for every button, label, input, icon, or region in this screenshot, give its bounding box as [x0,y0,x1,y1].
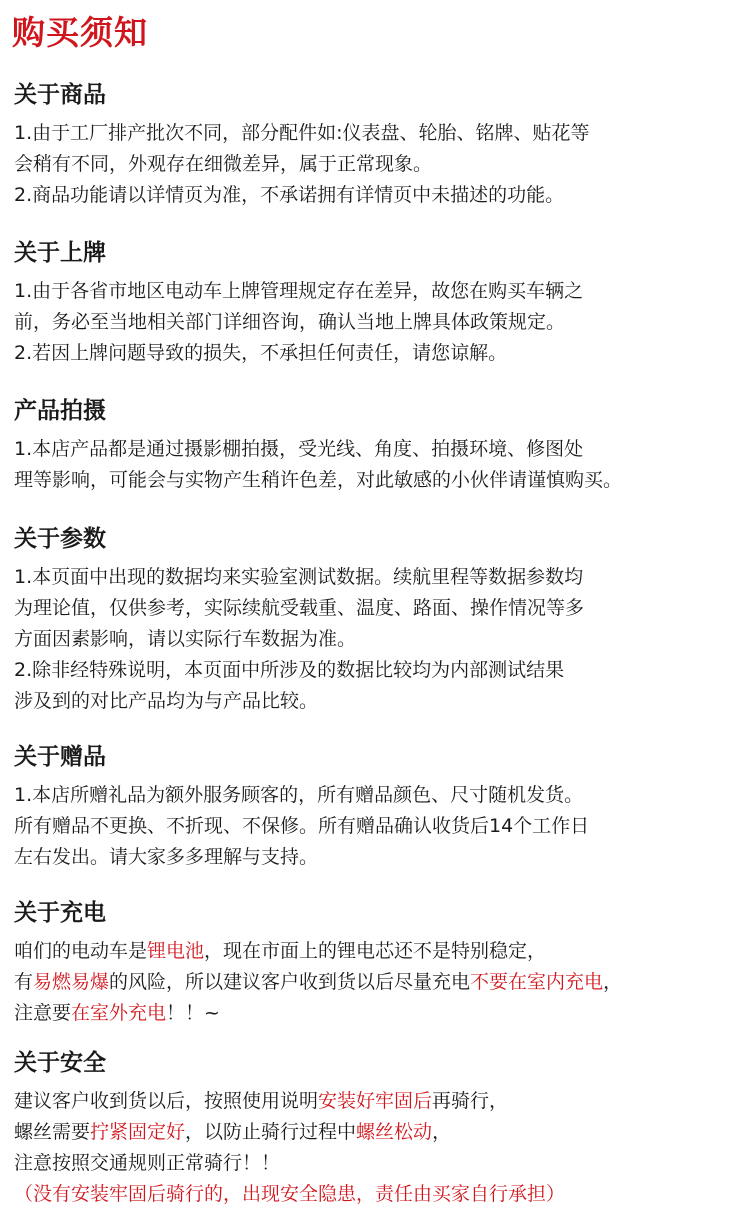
text-line [14,1179,744,1210]
text-line: 1.由于各省市地区电动车上牌管理规定存在差异，故您在购买车辆之 [14,280,584,302]
text-line: 左右发出。请大家多多理解与支持。 [14,846,319,868]
warning-text: 螺丝松动 [356,1121,433,1143]
section-safety [14,1046,744,1210]
section-heading: 产品拍摄 [14,398,106,424]
text-line: 建议客户收到货以后，按照使用说明安装好牢固后再骑行， [14,1090,509,1112]
text-line: 所有赠品不更换、不折现、不保修。所有赠品确认收货后14个工作日 [14,815,590,837]
warning-text: 安装好牢固后 [318,1090,433,1112]
text-line: 涉及到的对比产品均为与产品比较。 [14,690,319,712]
text-line: 理等影响，可能会与实物产生稍许色差，对此敏感的小伙伴请谨慎购买。 [14,469,623,491]
text-line: 有易燃易爆的风险，所以建议客户收到货以后尽量充电不要在室内充电， [14,971,623,993]
text-line: 注意按照交通规则正常骑行！！ [14,1152,281,1174]
text-line: 1.本页面中出现的数据均来实验室测试数据。续航里程等数据参数均 [14,566,584,588]
text-line: 会稍有不同，外观存在细微差异，属于正常现象。 [14,153,433,175]
text-line: 注意要在室外充电！！~ [14,1002,220,1024]
section-charging [14,896,744,1029]
section-heading: 关于商品 [14,82,106,108]
warning-text: 拧紧固定好 [90,1121,186,1143]
section-heading: 关于安全 [14,1050,106,1076]
section-license [14,236,744,369]
page-title: 购买须知 [12,13,148,52]
section-parameters [14,522,744,717]
text-line: 前，务必至当地相关部门详细咨询，确认当地上牌具体政策规定。 [14,311,566,333]
text-line: 为理论值，仅供参考，实际续航受载重、温度、路面、操作情况等多 [14,597,585,619]
text-line: 方面因素影响，请以实际行车数据为准。 [14,628,357,650]
section-heading: 关于充电 [14,900,106,926]
text-line: 螺丝需要拧紧固定好，以防止骑行过程中螺丝松动， [14,1121,452,1143]
warning-text: 不要在室内充电 [470,971,604,993]
text-line: 1.本店产品都是通过摄影棚拍摄，受光线、角度、拍摄环境、修图处 [14,438,584,460]
disclaimer-text: （没有安装牢固后骑行的，出现安全隐患，责任由买家自行承担） [14,1183,566,1205]
warning-text: 锂电池 [147,940,205,962]
section-heading: 关于参数 [14,526,106,552]
text-line: 1.由于工厂排产批次不同，部分配件如:仪表盘、轮胎、铭牌、贴花等 [14,122,590,144]
section-photography [14,394,744,496]
section-product [14,78,744,211]
text-line: 2.商品功能请以详情页为准，不承诺拥有详情页中未描述的功能。 [14,184,565,206]
warning-text: 在室外充电 [71,1002,167,1024]
section-heading: 关于上牌 [14,240,106,266]
text-line: 咱们的电动车是锂电池，现在市面上的锂电芯还不是特别稳定， [14,940,547,962]
section-gifts [14,740,744,873]
section-heading: 关于赠品 [14,744,106,770]
text-line: 2.若因上牌问题导致的损失，不承担任何责任，请您谅解。 [14,342,508,364]
text-line: 1.本店所赠礼品为额外服务顾客的，所有赠品颜色、尺寸随机发货。 [14,784,584,806]
warning-text: 易燃易爆 [33,971,110,993]
text-line: 2.除非经特殊说明，本页面中所涉及的数据比较均为内部测试结果 [14,659,565,681]
